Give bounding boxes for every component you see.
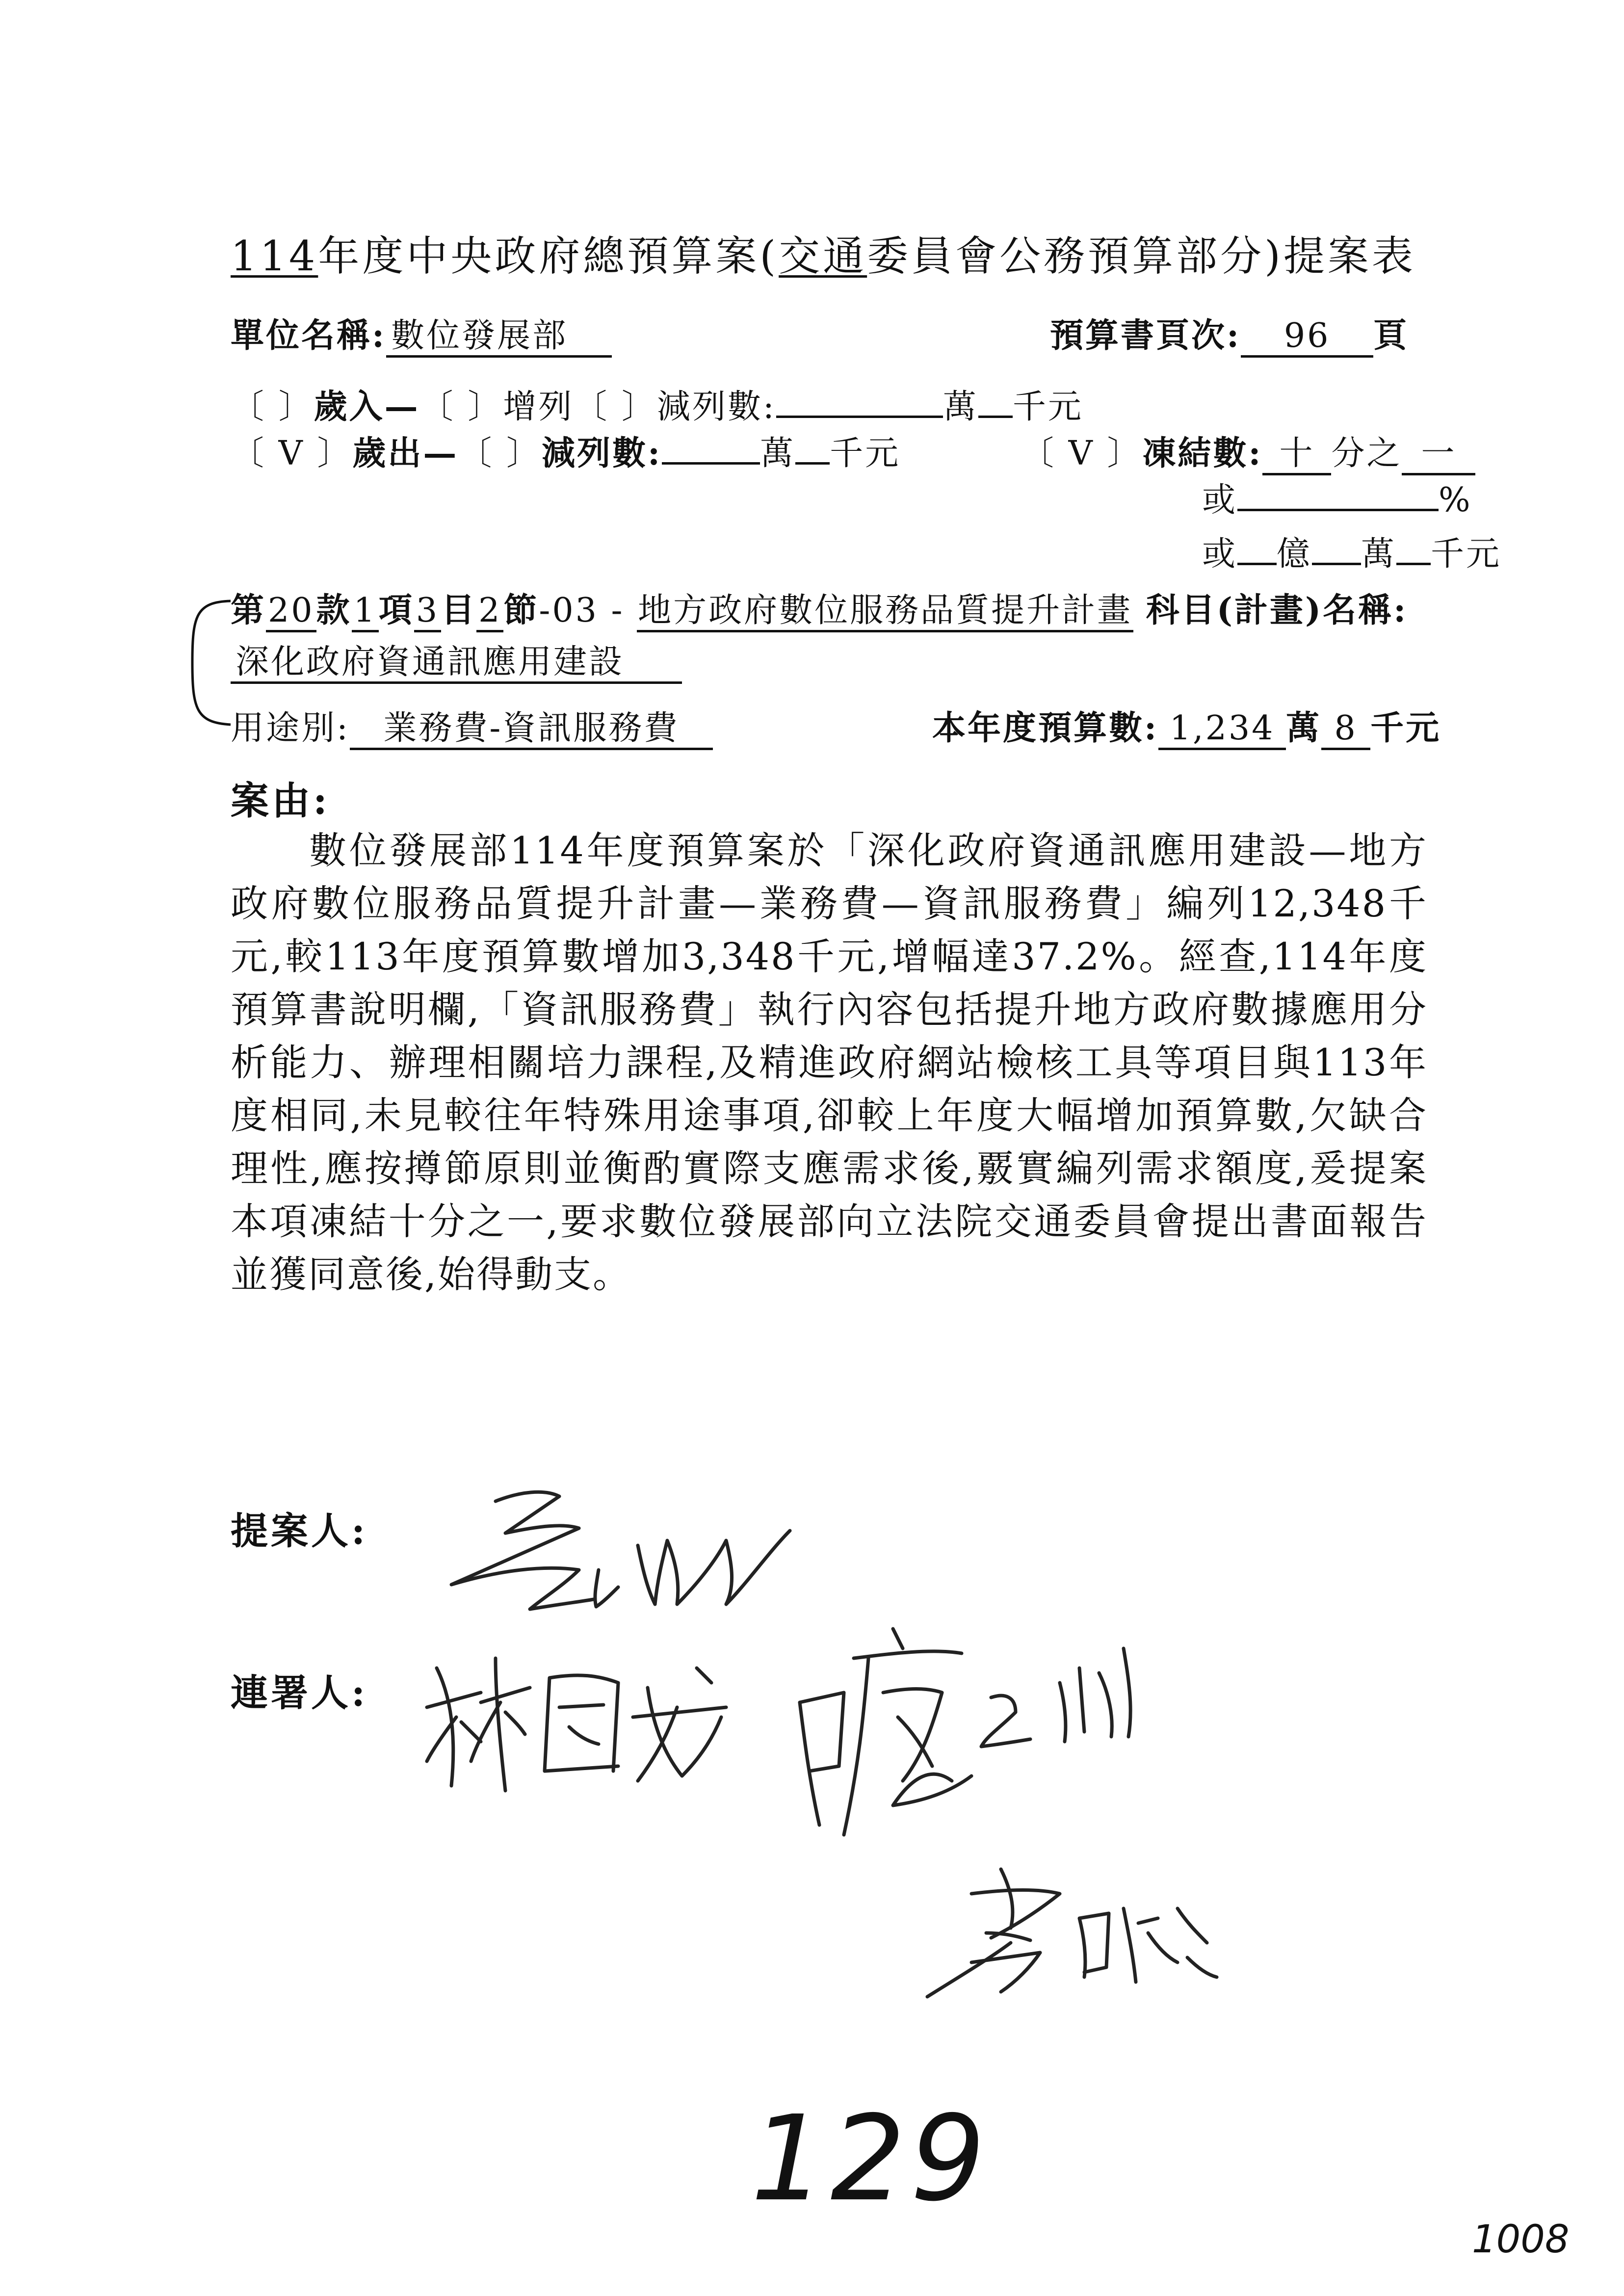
budget-wan-label: 萬 [1286, 708, 1322, 748]
expense-decrease-label: 減列數: [541, 434, 662, 473]
revenue-line [231, 380, 1083, 428]
account-line [231, 584, 1408, 632]
freeze-denominator: 一 [1402, 435, 1475, 475]
freeze-label: 凍結數: [1142, 434, 1263, 473]
or-label: 或 [1202, 481, 1238, 520]
expense-line [231, 427, 900, 474]
page-ref-value: 96 [1241, 317, 1373, 358]
title-committee: 交通 [779, 232, 867, 280]
proposer-signature [432, 1487, 805, 1648]
form-title [231, 223, 1416, 283]
revenue-checkbox: 〔 〕 [231, 388, 314, 426]
cosigner-signature-1 [422, 1648, 746, 1800]
freeze-checkbox: 〔 V 〕 [1021, 434, 1143, 473]
wan-blank [1312, 563, 1361, 565]
bracket-line [182, 596, 236, 729]
page-ref-suffix: 頁 [1373, 316, 1409, 355]
account-xiang-label: 項 [378, 591, 414, 630]
expense-label: 歲出— [352, 434, 459, 473]
budget-wan-value: 1,234 [1158, 709, 1286, 750]
account-mu-label: 目 [441, 591, 477, 630]
reason-heading: 案由: [231, 779, 330, 823]
handwritten-page-number: 129 [751, 2090, 991, 2227]
percent-sign: % [1439, 481, 1472, 520]
budget-qian-value: 8 [1321, 709, 1370, 750]
unit-label: 單位名稱: [231, 316, 387, 355]
expense-checkbox: 〔 V 〕 [231, 434, 353, 473]
freeze-line [1021, 427, 1475, 475]
title-year: 114 [231, 232, 318, 280]
reason-body [231, 824, 1428, 1301]
revenue-label: 歲入— [314, 387, 420, 426]
account-jie-label: 節 [503, 591, 539, 630]
account-kuan-label: 款 [316, 591, 352, 630]
account-di: 第 [231, 591, 266, 630]
yi-blank [1237, 563, 1277, 565]
subject-value: 深化政府資通訊應用建設 [231, 643, 682, 684]
expense-qian: 千元 [830, 434, 901, 473]
cosigner-label: 連署人: [231, 1671, 368, 1715]
reason-text: 數位發展部114年度預算案於「深化政府資通訊應用建設—地方政府數位服務品質提升計畫—業務費—資訊服務費」編列12,348千元,較113年度預算數增加3,348千元,增幅達37.2%。經查,114年度預算書說明欄,「資訊服務費」執行內容包括提升地方政府數據應用分析能力、辦理相關培力課程,及精進政府網站檢核工具等項目與113年度相同,未見較往年特殊用途事項,卻較上年度大幅增加預算數,欠缺合理性,應按撙節原則並衡酌實際支應需求後,覈實編列需求額度,爰提案本項凍結十分之一,要求數位發展部向立法院交通委員會提出書面報告並獲同意後,始得動支。 [231, 829, 1428, 1296]
expense-wan: 萬 [760, 434, 796, 473]
title-text-b: 委員會公務預算部分)提案表 [867, 232, 1416, 280]
or-label-2: 或 [1202, 535, 1238, 574]
revenue-decrease-label: 減列數: [656, 388, 776, 426]
expense-qian-blank [795, 462, 830, 465]
revenue-decrease-checkbox: 〔 〕 [574, 388, 657, 426]
account-code: -03 - [539, 591, 625, 630]
account-subject-label: 科目(計畫)名稱: [1146, 591, 1408, 630]
account-plan: 地方政府數位服務品質提升計畫 [637, 592, 1133, 632]
revenue-increase-checkbox: 〔 〕 [419, 388, 503, 426]
proposer-label: 提案人: [231, 1509, 368, 1553]
expense-decrease-checkbox: 〔 〕 [458, 434, 542, 473]
title-text-a: 年度中央政府總預算案( [318, 232, 779, 280]
cosigner-signature-3 [913, 1859, 1227, 2002]
revenue-wan-blank [776, 416, 943, 418]
cosigner-signature-2 [785, 1619, 1148, 1845]
page-ref-row [1050, 309, 1409, 358]
subject-line [231, 643, 682, 684]
qian-label: 千元 [1431, 535, 1502, 574]
corner-number: 1008 [1472, 2218, 1570, 2262]
usage-value: 業務費-資訊服務費 [350, 709, 713, 750]
unit-value: 數位發展部 [386, 317, 612, 358]
qian-blank [1396, 563, 1431, 565]
page-ref-label: 預算書頁次: [1050, 316, 1241, 355]
revenue-qian: 千元 [1012, 388, 1083, 426]
usage-line [231, 702, 713, 750]
expense-wan-blank [662, 462, 760, 465]
usage-label: 用途別: [231, 709, 350, 748]
percent-blank [1237, 509, 1439, 511]
or-amount-line [1202, 527, 1501, 575]
budget-qian-label: 千元 [1370, 708, 1441, 748]
wan-label: 萬 [1361, 535, 1397, 574]
account-mu: 3 [414, 592, 441, 632]
freeze-middle: 分之 [1331, 434, 1402, 473]
revenue-qian-blank [978, 416, 1013, 418]
budget-label: 本年度預算數: [932, 708, 1159, 748]
yi-label: 億 [1277, 535, 1312, 574]
revenue-increase-label: 增列 [503, 388, 574, 426]
revenue-wan: 萬 [943, 388, 978, 426]
freeze-numerator: 十 [1262, 435, 1331, 475]
unit-row [231, 309, 612, 358]
account-xiang: 1 [352, 592, 379, 632]
or-percent-line [1202, 473, 1472, 521]
account-jie: 2 [476, 592, 503, 632]
budget-line [932, 702, 1441, 750]
account-kuan: 20 [266, 592, 316, 632]
